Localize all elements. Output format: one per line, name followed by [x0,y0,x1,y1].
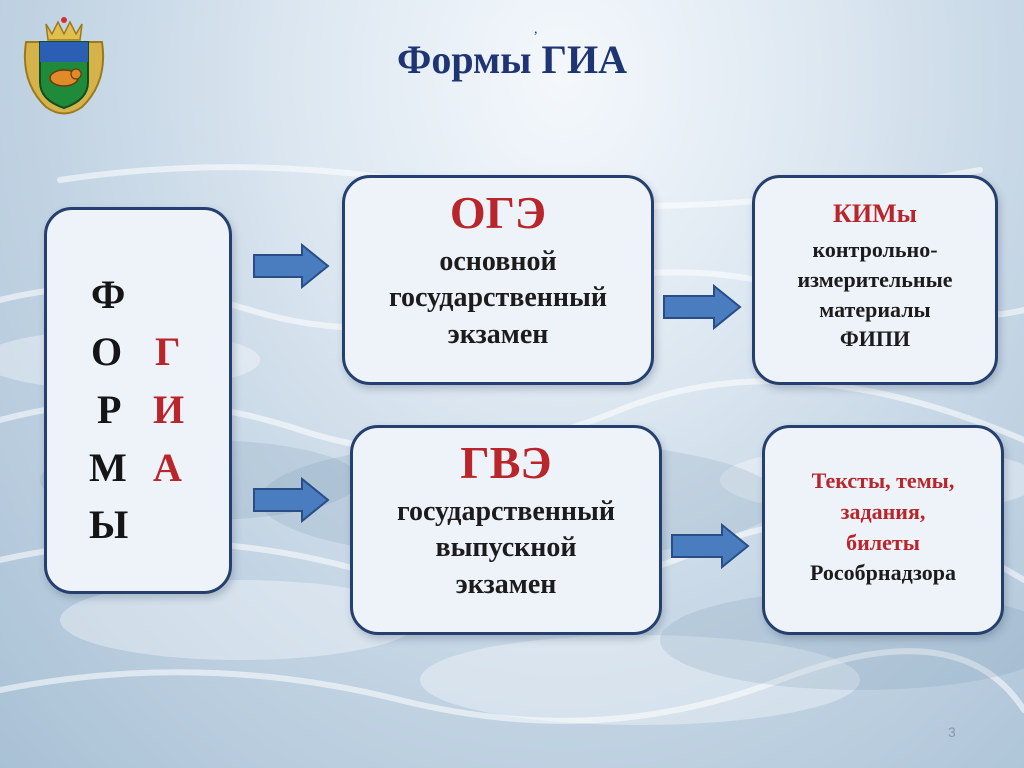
title-mark: , [534,22,538,37]
texts-source: Рособрнадзора [810,560,956,586]
letter-m: М [89,445,127,490]
kim-line-3: материалы [819,296,931,322]
gve-box [350,425,662,635]
page-number: 3 [948,724,956,740]
letter-o: О [91,329,123,374]
oge-box [342,175,654,385]
kim-line-1: контрольно- [812,237,938,263]
arrow-right-icon [252,476,330,524]
gve-line-3: экзамен [455,568,557,600]
letter-g: Г [155,329,181,374]
arrow-right-icon [662,283,742,331]
oge-line-3: экзамен [447,318,549,350]
arrow-right-icon [670,522,750,570]
gve-abbr: ГВЭ [460,437,552,488]
letter-y: Ы [89,502,129,547]
texts-box [762,425,1004,635]
oge-line-2: государственный [388,282,608,314]
gve-line-2: выпускной [435,532,577,564]
slide-title: Формы ГИА [397,37,627,82]
kim-line-4: ФИПИ [839,326,911,352]
kim-heading: КИМы [833,199,917,228]
oge-line-1: основной [439,246,557,277]
letter-f: Ф [91,272,126,317]
arrow-right-icon [252,242,330,290]
texts-line-2: задания, [840,498,926,524]
texts-line-1: Тексты, темы, [811,468,955,493]
oge-abbr: ОГЭ [449,187,547,238]
gve-line-1: государственный [396,496,616,527]
texts-line-3: билеты [846,529,920,555]
kim-line-2: измерительные [797,266,953,292]
kim-box [752,175,998,385]
letter-r: Р [97,387,122,432]
left-forms-box [44,207,232,594]
letter-i: И [153,387,185,432]
letter-a: А [153,445,182,490]
